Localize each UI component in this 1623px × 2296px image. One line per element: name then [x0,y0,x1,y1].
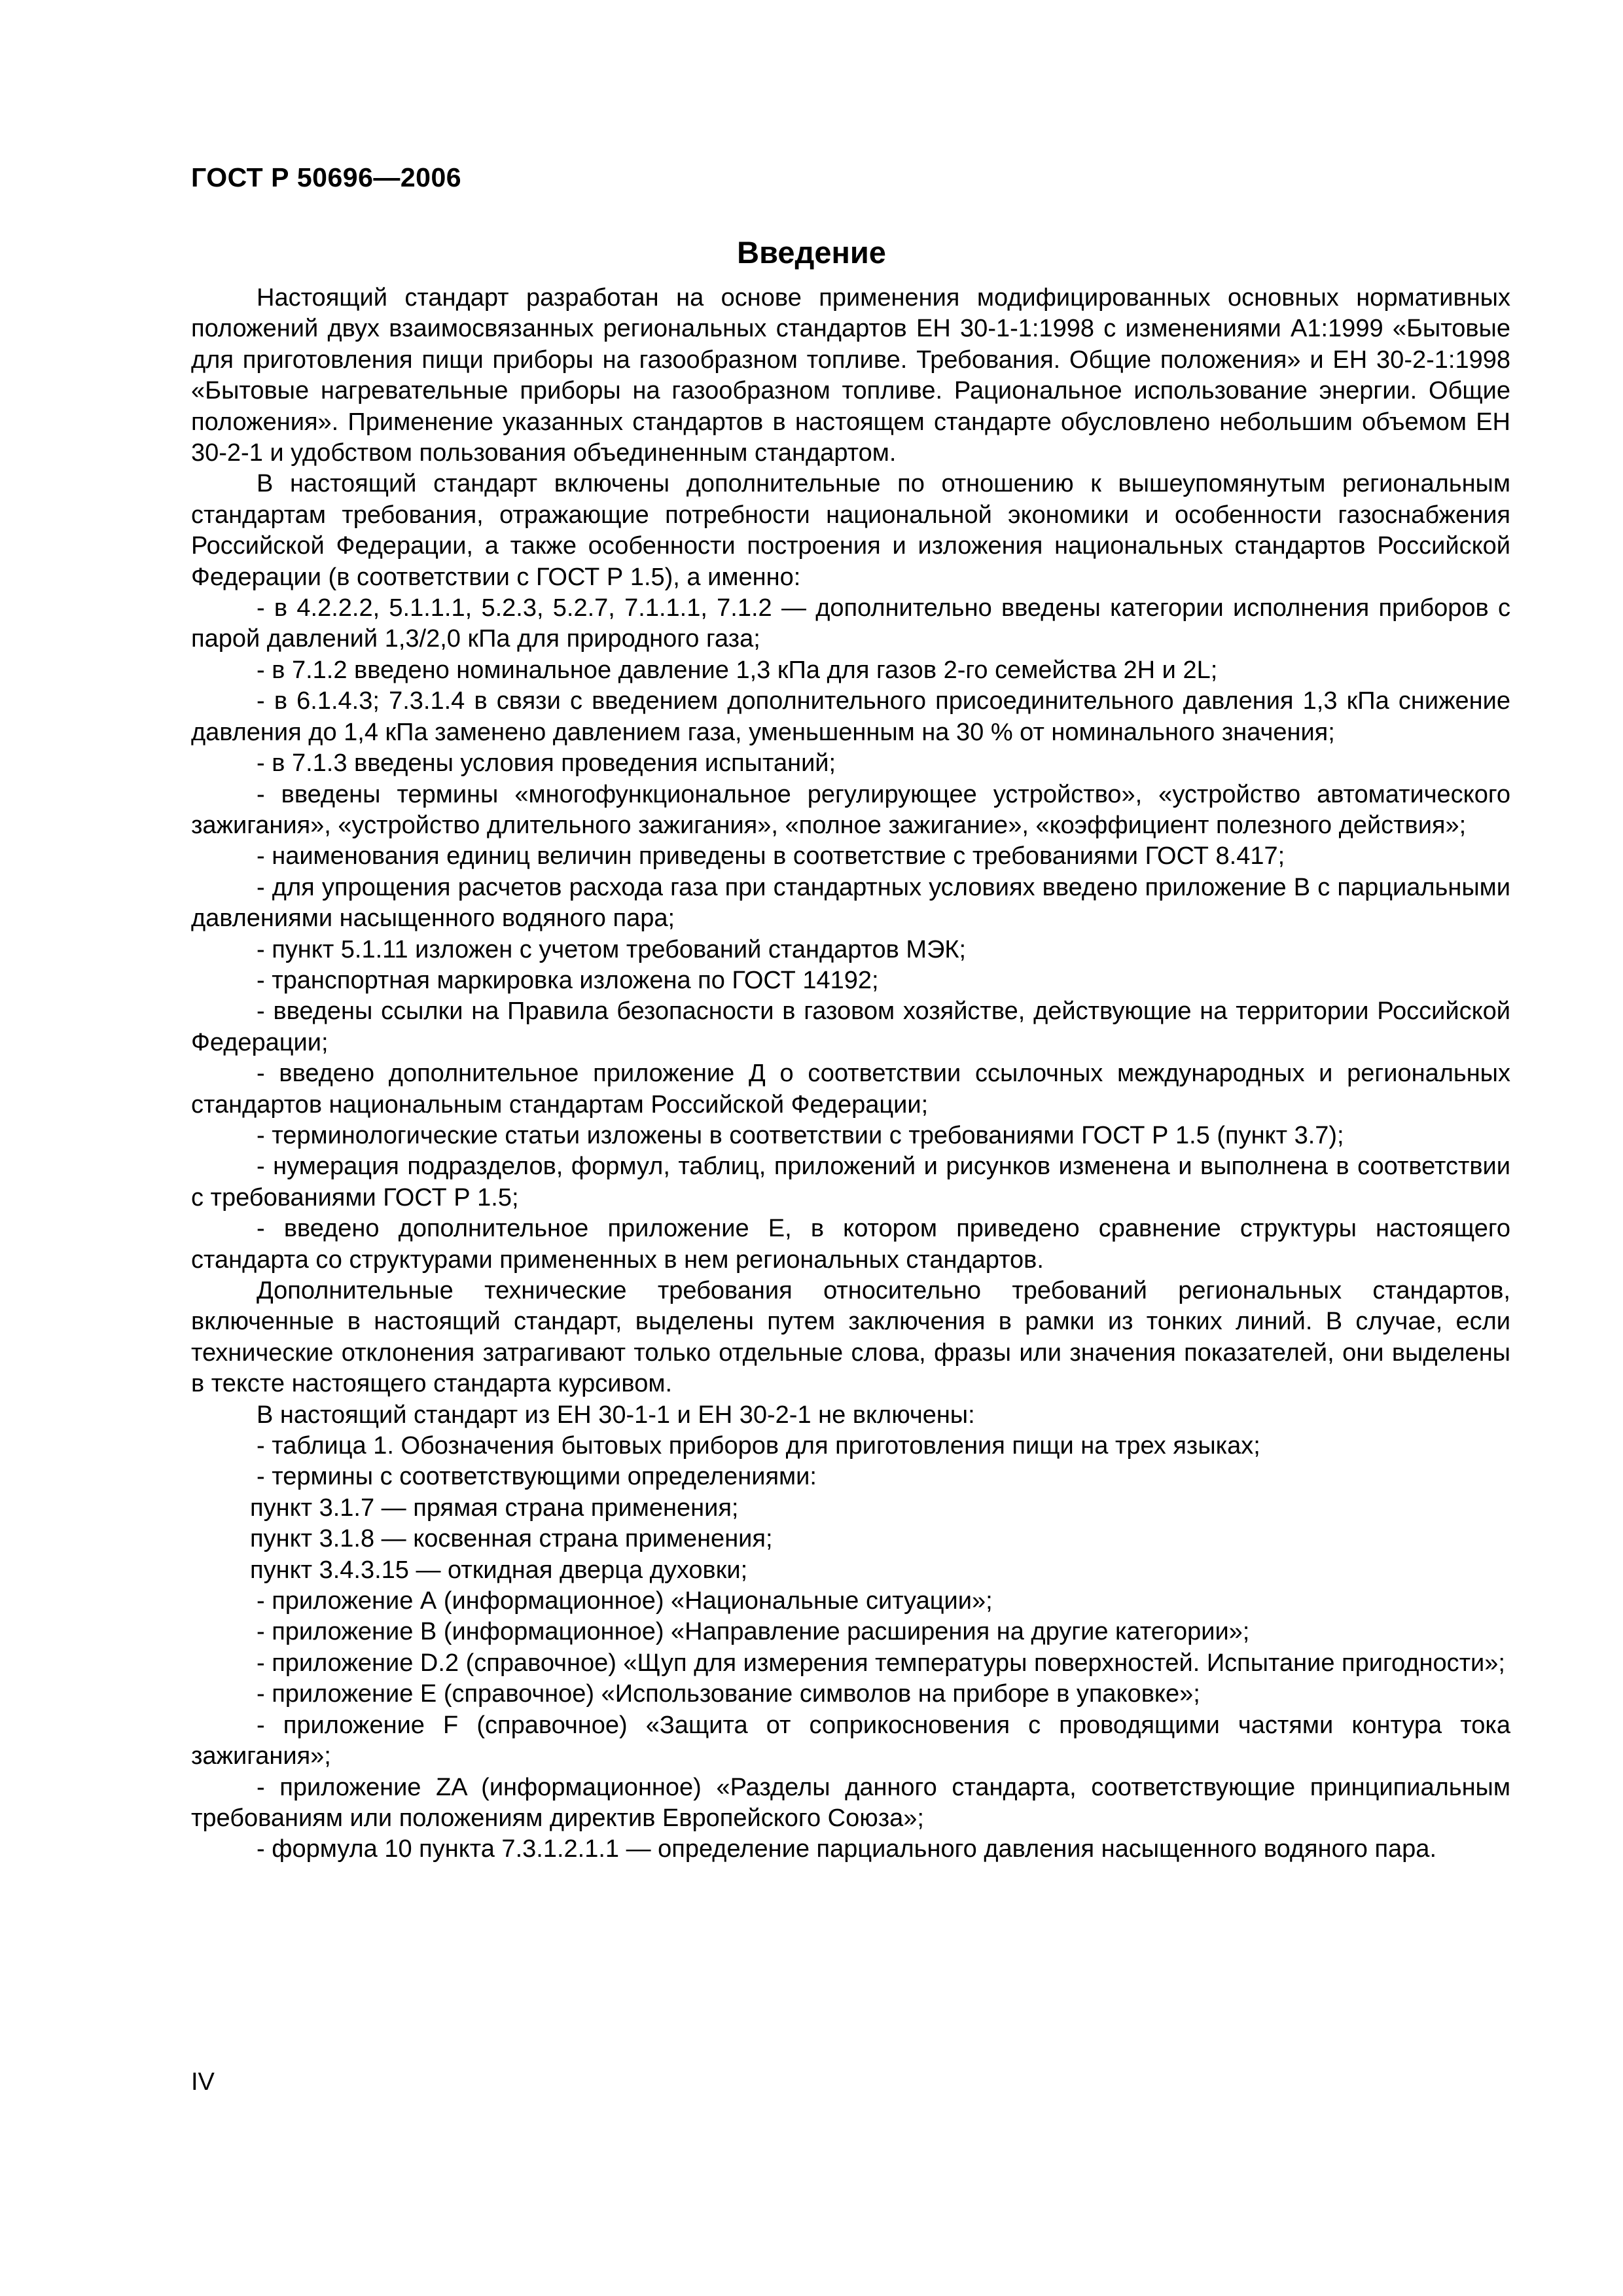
page-number: IV [191,2068,215,2096]
list-item: - таблица 1. Обозначения бытовых приборов для приготовления пищи на трех языках; [257,1432,1260,1460]
list-item: - приложение ZA (информационное) «Разделы данного стандарта, соответствующие принципиальным требованиям или положениям директив Европейского Союза»; [191,1773,1510,1832]
paragraph: Дополнительные технические требования относительно требований региональных стандартов, включенные в настоящий стандарт, выделены путем заключения в рамки из тонких линий. В случае, если технические отклонения затрагивают только отдельные слова, фразы или значения показателей, они выделены в тексте настоящего стандарта курсивом. [191,1277,1510,1398]
list-item: - нумерация подразделов, формул, таблиц, приложений и рисунков изменена и выполнена в соответствии с требованиями ГОСТ Р 1.5; [191,1153,1510,1211]
list-item: - введены ссылки на Правила безопасности в газовом хозяйстве, действующие на территории Российской Федерации; [191,997,1510,1056]
sub-list-item: пункт 3.1.8 — косвенная страна применения; [250,1525,773,1553]
list-item: - транспортная маркировка изложена по ГОСТ 14192; [257,966,879,994]
list-item: - формула 10 пункта 7.3.1.2.1.1 — определение парциального давления насыщенного водяного пара. [257,1835,1436,1863]
list-item: - пункт 5.1.11 изложен с учетом требований стандартов МЭК; [257,935,967,963]
list-item: - приложение Е (справочное) «Использование символов на приборе в упаковке»; [257,1680,1200,1708]
list-item: - введены термины «многофункциональное регулирующее устройство», «устройство автоматического зажигания», «устройство длительного зажигания», «полное зажигание», «коэффициент полезного действия»; [191,780,1510,839]
list-item: - для упрощения расчетов расхода газа при стандартных условиях введено приложение В с парциальными давлениями насыщенного водяного пара; [191,873,1510,933]
paragraph: Настоящий стандарт разработан на основе применения модифицированных основных нормативных положений двух взаимосвязанных региональных стандартов ЕН 30-1-1:1998 с изменениями А1:1999 «Бытовые для приготовления пищи приборы на газообразном топливе. Требования. Общие положения» и ЕН 30-2-1:1998 «Бытовые нагревательные приборы на газообразном топливе. Рациональное использование энергии. Общие положения». Применение указанных стандартов в настоящем стандарте обусловлено небольшим объемом ЕН 30-2-1 и удобством пользования объединенным стандартом. [191,284,1510,467]
section-title: Введение [737,235,886,270]
list-item: - терминологические статьи изложены в соответствии с требованиями ГОСТ Р 1.5 (пункт 3.7); [257,1121,1344,1149]
list-item: - в 7.1.2 введено номинальное давление 1,3 кПа для газов 2-го семейства 2Н и 2L; [257,656,1218,684]
list-item: - введено дополнительное приложение Д о соответствии ссылочных международных и региональных стандартов национальным стандартам Российской Федерации; [191,1060,1510,1119]
paragraph: В настоящий стандарт из ЕН 30-1-1 и ЕН 30-2-1 не включены: [257,1401,975,1429]
list-item: - приложение D.2 (справочное) «Щуп для измерения температуры поверхностей. Испытание пригодности»; [257,1649,1505,1677]
list-item: - в 6.1.4.3; 7.3.1.4 в связи с введением дополнительного присоединительного давления 1,3 кПа снижение давления до 1,4 кПа заменено давлением газа, уменьшенным на 30 % от номинального значения; [191,687,1510,746]
list-item: - приложение F (справочное) «Защита от соприкосновения с проводящими частями контура тока зажигания»; [191,1711,1510,1770]
body-text [191,283,1510,1865]
list-item: - приложение А (информационное) «Национальные ситуации»; [257,1587,993,1615]
paragraph: В настоящий стандарт включены дополнительные по отношению к вышеупомянутым региональным стандартам требования, отражающие потребности национальной экономики и особенности газоснабжения Российской Федерации, а также особенности построения и изложения национальных стандартов Российской Федерации (в соответствии с ГОСТ Р 1.5), а именно: [191,470,1510,591]
list-item: - в 7.1.3 введены условия проведения испытаний; [257,749,836,778]
document-designation: ГОСТ Р 50696—2006 [191,162,462,192]
list-item: - приложение В (информационное) «Направление расширения на другие категории»; [257,1618,1250,1646]
list-item: - наименования единиц величин приведены в соответствие с требованиями ГОСТ 8.417; [257,842,1285,870]
list-item: - в 4.2.2.2, 5.1.1.1, 5.2.3, 5.2.7, 7.1.1.1, 7.1.2 — дополнительно введены категории исполнения приборов с парой давлений 1,3/2,0 кПа для природного газа; [191,594,1510,653]
sub-list-item: пункт 3.1.7 — прямая страна применения; [250,1494,739,1522]
sub-list-item: пункт 3.4.3.15 — откидная дверца духовки; [250,1556,748,1584]
list-item: - введено дополнительное приложение Е, в котором приведено сравнение структуры настоящего стандарта со структурами примененных в нем региональных стандартов. [191,1215,1510,1274]
list-item: - термины с соответствующими определениями: [257,1463,817,1491]
